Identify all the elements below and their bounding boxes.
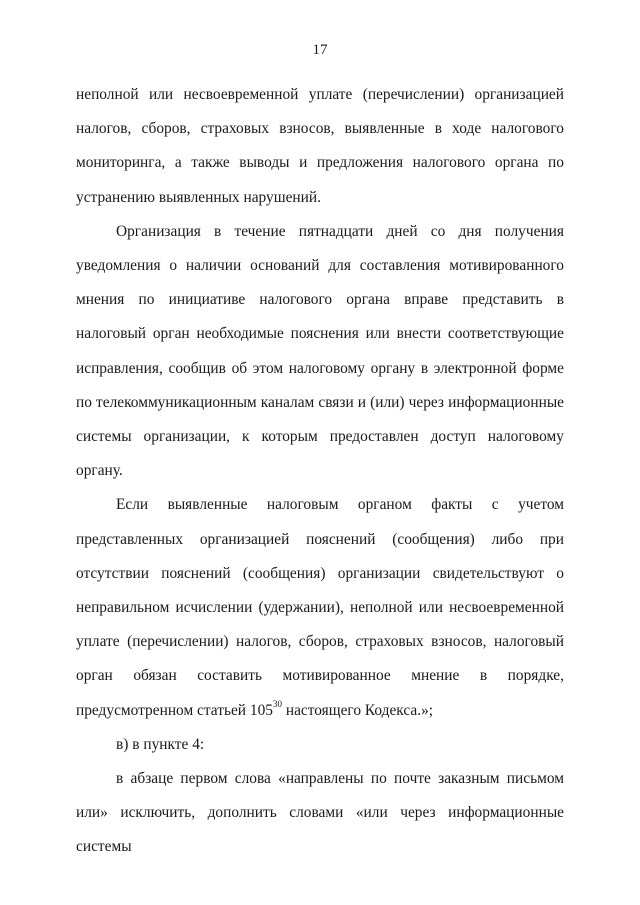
- paragraph-subitem-heading: в) в пункте 4:: [116, 735, 205, 753]
- paragraph-continuation: неполной или несвоевременной уплате (перечислении) организацией налогов, сборов, страховых взносов, выявленные в ходе налогового мониторинга, а также выводы и предложения налогового органа по устранению выявленных нарушений.: [76, 86, 564, 206]
- paragraph-organization-rights: Организация в течение пятнадцати дней со дня получения уведомления о наличии оснований для составления мотивированного мнения по инициативе налогового органа вправе представить в налоговый орган необходимые пояснения или внести соответствующие исправления, сообщив об этом налоговому органу в электронной форме по телекоммуникационным каналам связи и (или) через информационные системы организации, к которым предоставлен доступ налоговому органу.: [76, 222, 564, 480]
- document-body: [76, 78, 564, 865]
- article-superscript: 30: [272, 698, 282, 709]
- paragraph-motivated-opinion-end: настоящего Кодекса.»;: [281, 701, 434, 719]
- paragraph-amendment: в абзаце первом слова «направлены по почте заказным письмом или» исключить, дополнить словами «или через информационные системы: [76, 770, 564, 856]
- paragraph-motivated-opinion: [76, 488, 564, 727]
- paragraph-motivated-opinion-text: Если выявленные налоговым органом факты с учетом представленных организацией пояснений (сообщения) либо при отсутствии пояснений (сообщения) организации свидетельствуют о неправильном исчислении (удержании), неполной или несвоевременной уплате (перечислении) налогов, сборов, страховых взносов, налоговый орган обязан составить мотивированное мнение в порядке, предусмотренном статьей 105: [76, 496, 564, 719]
- page-number: 17: [312, 42, 328, 58]
